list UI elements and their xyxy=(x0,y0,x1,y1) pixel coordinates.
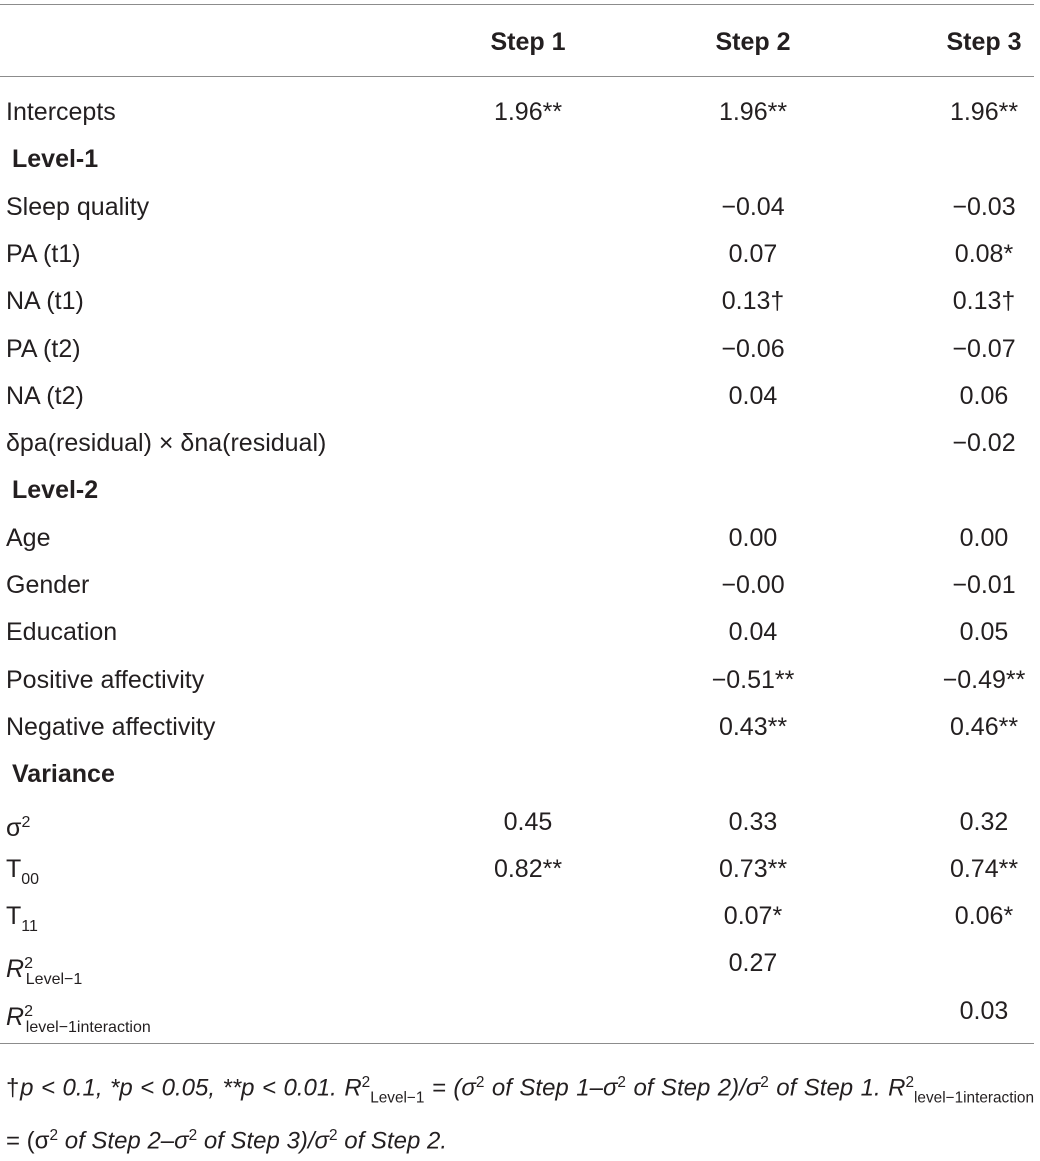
row-label xyxy=(6,326,81,373)
table-row xyxy=(0,846,1040,893)
header-step2: Step 2 xyxy=(715,28,791,56)
value-cell-s2: −0.51** xyxy=(711,665,795,694)
value-cell-s3: −0.03 xyxy=(952,192,1016,221)
value-cell-s3: 0.06 xyxy=(959,381,1009,410)
section-row xyxy=(0,467,1040,514)
value-cell-s2: 0.07 xyxy=(728,239,778,268)
table-row xyxy=(0,799,1040,846)
row-label xyxy=(6,184,149,231)
sup-2: 2 xyxy=(361,1074,371,1091)
row-label xyxy=(6,799,30,852)
row-label-text: T xyxy=(6,902,22,931)
row-label-text: Positive affectivity xyxy=(6,665,205,694)
eq1d: of Step 1. xyxy=(768,1074,889,1102)
table-row xyxy=(0,562,1040,609)
row-label-text: Level-1 xyxy=(12,145,99,174)
top-rule xyxy=(0,4,1034,5)
row-label-text: Gender xyxy=(6,571,90,599)
section-heading xyxy=(12,136,98,183)
value-cell-s2: 0.04 xyxy=(728,618,778,647)
table-row xyxy=(0,704,1040,751)
header-row xyxy=(0,19,1040,66)
table-row xyxy=(0,231,1040,278)
label-superscript: 2 xyxy=(24,1002,33,1020)
row-label xyxy=(6,704,215,751)
header-rule xyxy=(0,76,1034,77)
table-row xyxy=(0,184,1040,231)
value-cell-s3: 0.74** xyxy=(949,854,1019,883)
label-superscript: 2 xyxy=(21,813,31,831)
value-cell-s2: 0.73** xyxy=(718,854,788,883)
value-cell-s2: −0.06 xyxy=(721,334,785,363)
value-cell-s2: 0.00 xyxy=(728,523,778,552)
sub-level1: Level−1 xyxy=(370,1089,425,1107)
sub-interaction: level−1interaction xyxy=(914,1089,1034,1107)
table-row xyxy=(0,940,1040,987)
section-heading xyxy=(12,467,98,514)
eq1c: of Step 2)/σ xyxy=(625,1074,761,1102)
header-step1: Step 1 xyxy=(490,28,566,56)
value-cell-s3: 0.13† xyxy=(952,287,1016,316)
eq1b: of Step 1–σ xyxy=(484,1074,618,1102)
dagger-symbol: † xyxy=(6,1074,21,1102)
eq2b: of Step 2–σ xyxy=(58,1127,189,1155)
value-cell-s2: 0.13† xyxy=(721,287,785,316)
value-cell-s3: −0.49** xyxy=(942,665,1026,694)
table-footnote xyxy=(6,1064,1034,1161)
sup-2: 2 xyxy=(760,1074,769,1091)
row-label-text: Variance xyxy=(12,760,115,789)
sup-2: 2 xyxy=(905,1074,915,1091)
table-row xyxy=(0,420,1040,467)
value-cell-s2: 0.33 xyxy=(728,807,778,836)
label-superscript: 2 xyxy=(24,955,33,973)
value-cell-s3: 0.06* xyxy=(954,902,1014,931)
row-label-text: Sleep quality xyxy=(6,192,150,221)
value-cell-s3: 0.46** xyxy=(949,712,1019,741)
sup-2: 2 xyxy=(617,1074,626,1091)
sup-2: 2 xyxy=(49,1127,59,1145)
value-cell-s1: 1.96** xyxy=(493,98,563,126)
row-label xyxy=(6,278,84,325)
row-label xyxy=(6,373,84,420)
row-label xyxy=(6,515,50,562)
value-cell-s3: 1.96** xyxy=(949,98,1019,126)
eq1a: = (σ xyxy=(424,1074,476,1102)
row-label-text: T xyxy=(6,854,22,883)
eq2a: = (σ xyxy=(6,1127,50,1155)
footnote-r: R xyxy=(344,1074,362,1102)
footnote-pvalues: p < 0.1, *p < 0.05, **p < 0.01. xyxy=(20,1074,345,1102)
table-row xyxy=(0,326,1040,373)
value-cell-s2: −0.04 xyxy=(721,192,785,221)
header-step3: Step 3 xyxy=(946,28,1022,56)
value-cell-s1: 0.45 xyxy=(503,807,553,836)
row-label xyxy=(6,562,89,609)
label-subscript: 00 xyxy=(21,870,40,888)
row-label-text: NA (t1) xyxy=(6,287,84,316)
section-row xyxy=(0,751,1040,798)
value-cell-s2: 0.27 xyxy=(728,949,778,978)
value-cell-s3: 0.08* xyxy=(954,239,1014,268)
footnote-r: R xyxy=(888,1074,906,1102)
sup-2: 2 xyxy=(188,1127,198,1145)
value-cell-s2: −0.00 xyxy=(721,571,785,599)
value-cell-s3: −0.02 xyxy=(952,429,1016,458)
row-label xyxy=(6,988,151,1051)
eq2c: of Step 3)/σ xyxy=(197,1127,330,1155)
row-label-text: Education xyxy=(6,618,118,647)
label-subscript: Level−1 xyxy=(25,971,83,989)
table-row xyxy=(0,893,1040,940)
bottom-rule xyxy=(0,1043,1034,1044)
row-label-text: R xyxy=(6,955,25,984)
row-label-text: δpa(residual) × δna(residual) xyxy=(6,429,327,458)
section-row xyxy=(0,136,1040,183)
table-row xyxy=(0,515,1040,562)
row-label-text: Age xyxy=(6,523,51,552)
value-cell-s3: 0.03 xyxy=(959,996,1009,1025)
value-cell-s3: 0.32 xyxy=(959,807,1009,836)
label-subscript: level−1interaction xyxy=(25,1018,151,1036)
row-label-text: PA (t2) xyxy=(6,334,81,363)
row-label-text: R xyxy=(6,1002,25,1031)
row-label-text: Level-2 xyxy=(12,476,99,505)
row-label-text: NA (t2) xyxy=(6,381,84,410)
value-cell-s2: 0.07* xyxy=(723,902,783,931)
value-cell-s3: 0.05 xyxy=(959,618,1009,647)
value-cell-s2: 1.96** xyxy=(718,98,788,126)
table-row xyxy=(0,373,1040,420)
label-subscript: 11 xyxy=(21,918,38,936)
value-cell-s3: −0.07 xyxy=(952,334,1016,363)
row-label-text: σ xyxy=(6,813,22,842)
value-cell-s3: −0.01 xyxy=(952,571,1016,599)
sup-2: 2 xyxy=(329,1127,338,1145)
row-label xyxy=(6,657,204,704)
value-cell-s1: 0.82** xyxy=(493,854,563,883)
row-label-text: Negative affectivity xyxy=(6,712,216,741)
row-label xyxy=(6,420,326,467)
value-cell-s2: 0.04 xyxy=(728,381,778,410)
table-row xyxy=(0,89,1040,136)
sup-2: 2 xyxy=(475,1074,485,1091)
table-row xyxy=(0,278,1040,325)
eq2d: of Step 2. xyxy=(337,1127,447,1155)
row-label-text: PA (t1) xyxy=(6,239,81,268)
value-cell-s2: 0.43** xyxy=(718,712,788,741)
table-row xyxy=(0,657,1040,704)
section-heading xyxy=(12,751,115,798)
table-row xyxy=(0,988,1040,1035)
row-label xyxy=(6,89,116,136)
table-row xyxy=(0,609,1040,656)
row-label-text: Intercepts xyxy=(6,98,116,126)
row-label xyxy=(6,231,81,278)
row-label xyxy=(6,609,117,656)
value-cell-s3: 0.00 xyxy=(959,523,1009,552)
